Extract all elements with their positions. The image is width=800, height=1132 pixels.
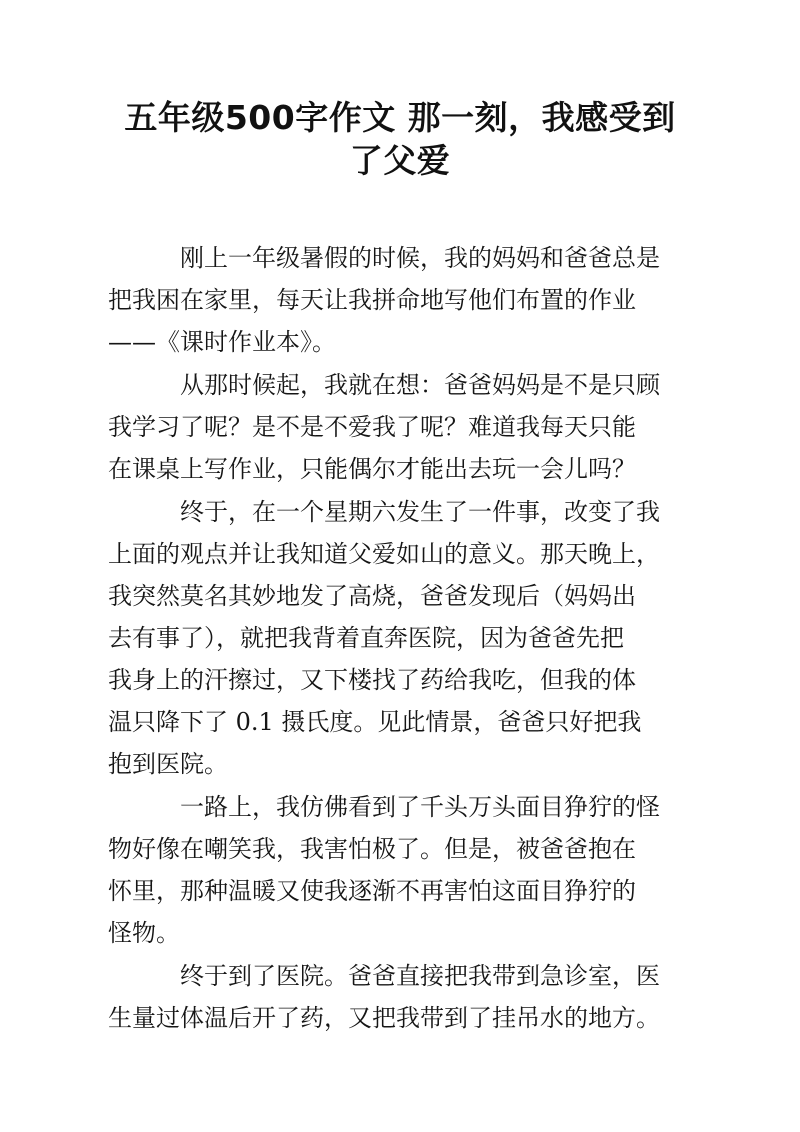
title-line-2: 了父爱 bbox=[349, 141, 451, 180]
paragraph-3 bbox=[108, 491, 698, 785]
paragraph-5 bbox=[108, 955, 698, 1039]
paragraph-4 bbox=[108, 786, 698, 954]
paragraph-line: 怀里，那种温暖又使我逐渐不再害怕这面目狰狞的 bbox=[108, 877, 636, 905]
document-title bbox=[100, 96, 700, 182]
paragraph-line: 我学习了呢？是不是不爱我了呢？难道我每天只能 bbox=[108, 413, 636, 441]
paragraph-line: 我突然莫名其妙地发了高烧，爸爸发现后（妈妈出 bbox=[108, 582, 636, 610]
paragraph-1 bbox=[108, 237, 698, 363]
paragraph-line: 上面的观点并让我知道父爱如山的意义。那天晚上， bbox=[108, 540, 660, 568]
paragraph-line: 从那时候起，我就在想：爸爸妈妈是不是只顾 bbox=[180, 371, 660, 399]
paragraph-2 bbox=[108, 364, 698, 490]
title-line-1: 五年级500字作文 那一刻，我感受到 bbox=[124, 98, 676, 137]
paragraph-line: 把我困在家里，每天让我拼命地写他们布置的作业 bbox=[108, 286, 636, 314]
paragraph-line: 终于，在一个星期六发生了一件事，改变了我 bbox=[180, 498, 660, 526]
paragraph-line: 生量过体温后开了药，又把我带到了挂吊水的地方。 bbox=[108, 1004, 660, 1032]
paragraph-line: 温只降下了 0.1 摄氏度。见此情景，爸爸只好把我 bbox=[108, 708, 642, 736]
paragraph-line: 我身上的汗擦过，又下楼找了药给我吃，但我的体 bbox=[108, 666, 636, 694]
paragraph-line: 怪物。 bbox=[108, 919, 180, 947]
paragraph-line: 终于到了医院。爸爸直接把我带到急诊室，医 bbox=[180, 962, 660, 990]
paragraph-line: ——《课时作业本》。 bbox=[108, 328, 336, 356]
paragraph-line: 刚上一年级暑假的时候，我的妈妈和爸爸总是 bbox=[180, 244, 660, 272]
paragraph-line: 物好像在嘲笑我，我害怕极了。但是，被爸爸抱在 bbox=[108, 835, 636, 863]
paragraph-line: 一路上，我仿佛看到了千头万头面目狰狞的怪 bbox=[180, 793, 660, 821]
essay-body bbox=[108, 237, 698, 1039]
paragraph-line: 去有事了），就把我背着直奔医院，因为爸爸先把 bbox=[108, 624, 624, 652]
paragraph-line: 在课桌上写作业，只能偶尔才能出去玩一会儿吗？ bbox=[108, 455, 636, 483]
paragraph-line: 抱到医院。 bbox=[108, 750, 228, 778]
